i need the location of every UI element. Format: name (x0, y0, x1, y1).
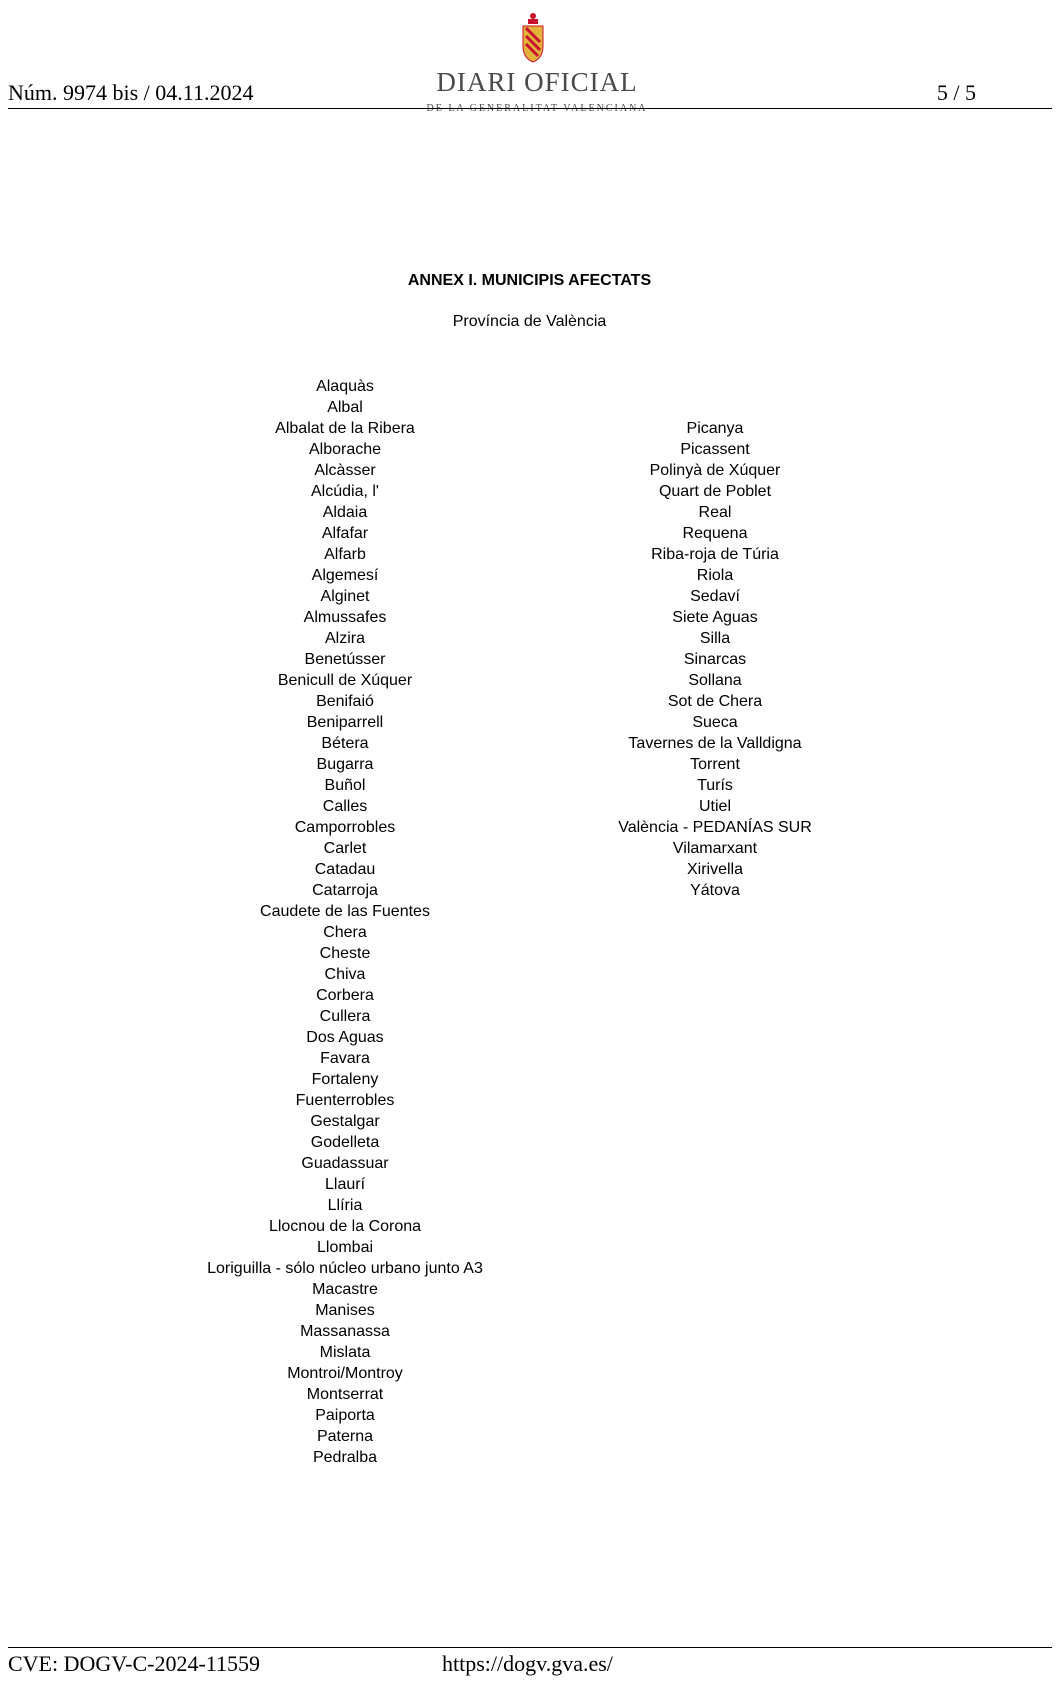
municipality-item: Albalat de la Ribera (275, 420, 415, 437)
municipality-item: Catarroja (312, 882, 378, 899)
municipality-item: Chiva (324, 966, 366, 983)
municipality-item: Aldaia (322, 504, 368, 521)
municipality-item: Vilamarxant (672, 840, 758, 857)
municipality-item: Alzira (324, 630, 365, 647)
municipality-item: Llíria (327, 1197, 363, 1214)
municipality-item: Camporrobles (294, 819, 396, 836)
municipality-item: Fortaleny (311, 1071, 379, 1088)
generalitat-emblem-icon (520, 12, 546, 64)
municipality-item: Siete Aguas (672, 609, 758, 626)
municipality-item: Quart de Poblet (658, 483, 772, 500)
municipality-item: Sedaví (690, 588, 740, 605)
municipality-item: Alcúdia, l' (311, 483, 379, 500)
municipality-item: Polinyà de Xúquer (649, 462, 781, 479)
municipality-item: Sueca (692, 714, 738, 731)
municipality-item: Alaquàs (316, 378, 374, 395)
municipality-item: Alborache (308, 441, 382, 458)
municipality-item: Albal (327, 399, 363, 416)
municipality-item: Utiel (698, 798, 731, 815)
issue-number-date: Núm. 9974 bis / 04.11.2024 (8, 80, 254, 105)
cve-code: CVE: DOGV-C-2024-11559 (8, 1651, 260, 1676)
municipality-item: Picanya (686, 420, 744, 437)
municipality-item: Sot de Chera (667, 693, 763, 710)
municipality-item: Calles (322, 798, 368, 815)
municipality-item: Alginet (320, 588, 370, 605)
footer-url-link[interactable]: https://dogv.gva.es/ (442, 1651, 613, 1676)
municipality-item: Benetússer (304, 651, 386, 668)
municipality-item: Cheste (319, 945, 371, 962)
page-number: 5 / 5 (936, 80, 976, 105)
municipality-item: Picassent (680, 441, 750, 458)
logo-title: DIARI OFICIAL (436, 67, 638, 97)
municipality-item: Dos Aguas (306, 1029, 384, 1046)
municipality-item: Benifaió (316, 693, 374, 710)
municipality-item: Riola (696, 567, 734, 584)
municipality-item: Godelleta (310, 1134, 380, 1151)
municipality-item: Manises (315, 1302, 375, 1319)
municipality-item: Silla (699, 630, 731, 647)
municipality-item: Alcàsser (314, 462, 376, 479)
municipality-item: Yátova (690, 882, 740, 899)
municipality-item: Llombai (316, 1239, 374, 1256)
municipality-item: Favara (320, 1050, 370, 1067)
municipality-item: Alfarb (324, 546, 366, 563)
municipality-item: Massanassa (300, 1323, 390, 1340)
header-divider (8, 108, 1052, 109)
municipality-item: Bétera (321, 735, 369, 752)
municipality-item: Tavernes de la Valldigna (628, 735, 802, 752)
municipality-item: Beniparrell (306, 714, 384, 731)
municipality-item: Sollana (688, 672, 742, 689)
municipality-item: Buñol (324, 777, 366, 794)
diari-oficial-logo (405, 12, 665, 114)
municipality-item: Loriguilla - sólo núcleo urbano junto A3 (207, 1260, 483, 1277)
municipality-item: Turís (697, 777, 733, 794)
municipality-item: Mislata (319, 1344, 371, 1361)
municipality-item: Macastre (312, 1281, 378, 1298)
province-heading: Província de València (452, 313, 607, 330)
municipality-item: Llocnou de la Corona (268, 1218, 422, 1235)
municipality-item: Chera (323, 924, 367, 941)
municipality-item: Bugarra (316, 756, 374, 773)
municipality-item: Requena (682, 525, 748, 542)
municipality-item: Alfafar (321, 525, 369, 542)
municipality-list-right (555, 418, 875, 901)
municipality-item: Montroi/Montroy (287, 1365, 403, 1382)
municipality-item: Paiporta (315, 1407, 375, 1424)
municipality-item: Paterna (316, 1428, 374, 1445)
municipality-item: Catadau (314, 861, 376, 878)
municipality-item: Sinarcas (683, 651, 747, 668)
logo-subtitle: DE LA GENERALITAT VALENCIANA (426, 103, 648, 114)
municipality-item: Riba-roja de Túria (651, 546, 779, 563)
municipality-item: Torrent (690, 756, 740, 773)
municipality-item: Real (698, 504, 732, 521)
municipality-item: Almussafes (303, 609, 387, 626)
footer-divider (8, 1647, 1052, 1648)
municipality-item: Fuenterrobles (295, 1092, 395, 1109)
municipality-item: Corbera (316, 987, 374, 1004)
municipality-item: Montserrat (306, 1386, 384, 1403)
municipality-item: Guadassuar (301, 1155, 389, 1172)
municipality-item: València - PEDANÍAS SUR (618, 819, 812, 836)
municipality-list-left (185, 376, 505, 1468)
municipality-item: Xirivella (686, 861, 743, 878)
municipality-item: Cullera (319, 1008, 371, 1025)
municipality-item: Llaurí (324, 1176, 366, 1193)
municipality-item: Algemesí (311, 567, 379, 584)
municipality-item: Carlet (323, 840, 367, 857)
annex-title: ANNEX I. MUNICIPIS AFECTATS (407, 272, 652, 289)
municipality-item: Benicull de Xúquer (277, 672, 413, 689)
municipality-item: Caudete de las Fuentes (260, 903, 430, 920)
municipality-item: Gestalgar (310, 1113, 380, 1130)
municipality-item: Pedralba (312, 1449, 378, 1466)
